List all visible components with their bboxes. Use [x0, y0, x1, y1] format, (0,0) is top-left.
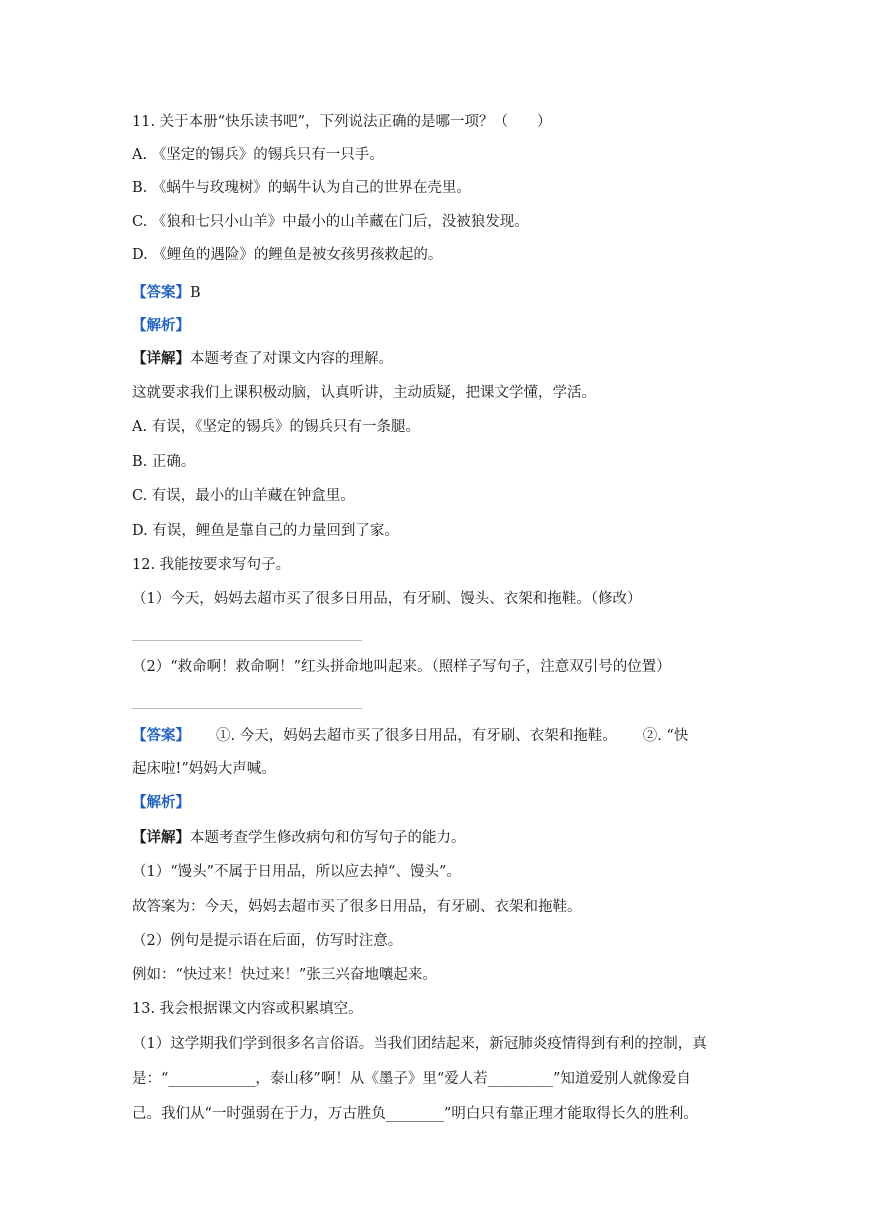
q12-analysis — [132, 793, 190, 813]
answer-part2: ②. “快 — [642, 728, 689, 744]
q12-detail — [132, 828, 466, 848]
q12-analysis-line: （2）例句是提示语在后面，仿写时注意。 — [132, 933, 403, 949]
q11-analysis-line: A. 有误，《坚定的锡兵》的锡兵只有一条腿。 — [132, 419, 420, 435]
q12-stem: 12. 我能按要求写句子。 — [132, 557, 291, 573]
q12-analysis-line: 例如：“快过来！快过来！”张三兴奋地嚷起来。 — [132, 967, 437, 983]
q12-sub2: （2）“救命啊！救命啊！”红头拼命地叫起来。（照样子写句子，注意双引号的位置） — [132, 659, 671, 675]
q12-sub1: （1）今天，妈妈去超市买了很多日用品，有牙刷、馒头、衣架和拖鞋。（修改） — [132, 591, 642, 607]
q11-analysis-line: 这就要求我们上课积极动脑，认真听讲，主动质疑，把课文学懂，学活。 — [132, 385, 596, 401]
q11-analysis-line: B. 正确。 — [132, 454, 196, 470]
answer-blank-line — [132, 708, 362, 709]
detail-text: 本题考查了对课文内容的理解。 — [190, 351, 393, 367]
q12-analysis-line: 故答案为：今天，妈妈去超市买了很多日用品，有牙刷、衣架和拖鞋。 — [132, 899, 582, 915]
detail-tag: 【详解】 — [132, 829, 190, 846]
detail-text: 本题考查学生修改病句和仿写句子的能力。 — [190, 830, 466, 846]
answer-blank-line — [132, 640, 362, 641]
analysis-tag: 【解析】 — [132, 317, 190, 334]
q11-option-d: D. 《鲤鱼的遇险》的鲤鱼是被女孩男孩救起的。 — [132, 247, 443, 263]
q11-stem: 11. 关于本册“快乐读书吧”，下列说法正确的是哪一项？（ ） — [132, 114, 552, 130]
q11-analysis-line: C. 有误，最小的山羊藏在钟盒里。 — [132, 488, 355, 504]
q11-detail — [132, 349, 393, 369]
q12-answer-cont: 起床啦!”妈妈大声喊。 — [132, 761, 276, 777]
q12-analysis-line: （1）“馒头”不属于日用品，所以应去掉“、馒头”。 — [132, 864, 461, 880]
answer-tag: 【答案】 — [132, 727, 190, 744]
q11-analysis — [132, 316, 190, 336]
q13-line: （1）这学期我们学到很多名言俗语。当我们团结起来，新冠肺炎疫情得到有利的控制，真 — [132, 1036, 707, 1052]
analysis-tag: 【解析】 — [132, 794, 190, 811]
q11-option-b: B. 《蜗牛与玫瑰树》的蜗牛认为自己的世界在壳里。 — [132, 180, 471, 196]
answer-value: B — [190, 285, 201, 301]
q11-option-a: A. 《坚定的锡兵》的锡兵只有一只手。 — [132, 147, 384, 163]
q13-line: 是：“____________，泰山移”啊！从《墨子》里“爱人若_________”知道爱别人就像爱自 — [132, 1071, 691, 1087]
q11-analysis-line: D. 有误，鲤鱼是靠自己的力量回到了家。 — [132, 523, 399, 539]
detail-tag: 【详解】 — [132, 350, 190, 367]
answer-part1: ①. 今天，妈妈去超市买了很多日用品，有牙刷、衣架和拖鞋。 — [216, 728, 617, 744]
q11-answer — [132, 283, 201, 303]
answer-tag: 【答案】 — [132, 284, 190, 301]
q11-option-c: C. 《狼和七只小山羊》中最小的山羊藏在门后，没被狼发现。 — [132, 214, 529, 230]
q13-line: 己。我们从“一时强弱在于力，万古胜负________”明白只有靠正理才能取得长久的胜利。 — [132, 1106, 698, 1122]
q13-stem: 13. 我会根据课文内容或积累填空。 — [132, 1001, 363, 1017]
q12-answer — [132, 726, 688, 746]
